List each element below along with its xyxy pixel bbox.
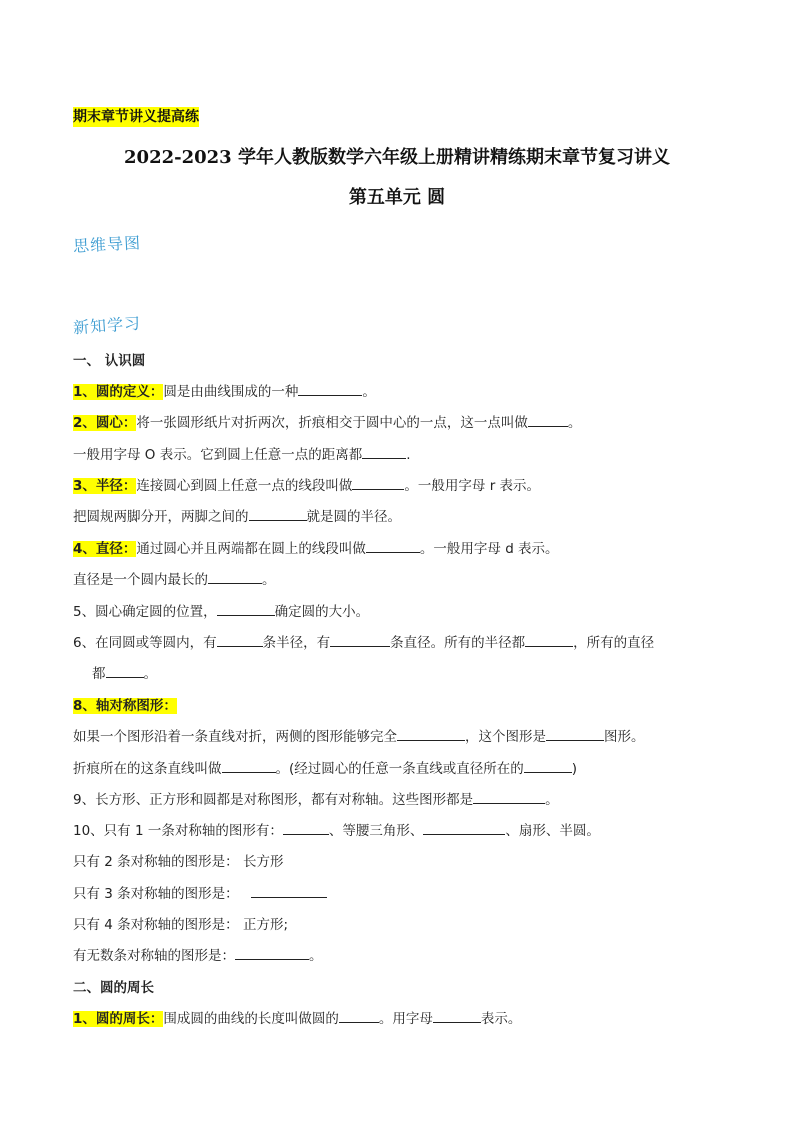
answer-blank[interactable] [397,728,465,741]
answer-blank[interactable] [473,791,545,804]
item-4-text: 通过圆心并且两端都在圆上的线段叫做 [136,541,366,557]
item-6 [73,634,654,652]
answer-blank[interactable] [222,760,276,773]
item-5-text: 5、圆心确定圆的位置， [73,604,217,620]
four-axes-line: 只有 4 条对称轴的图形是： 正方形; [73,917,289,933]
item-8-line-2-c: ) [571,761,578,777]
infinite-axes-line [73,947,323,965]
circumference-text-c: 表示。 [480,1011,522,1027]
item-9-text: 9、长方形、正方形和圆都是对称图形，都有对称轴。这些图形都是 [73,792,474,808]
item-4-cont-text: 直径是一个圆内最长的 [73,572,208,588]
answer-blank[interactable] [352,477,404,490]
header-tag: 期末章节讲义提高练 [73,109,199,125]
item-6-cont-text: 都 [92,666,106,682]
circumference-item [73,1010,521,1028]
answer-blank[interactable] [208,571,262,584]
answer-blank[interactable] [283,822,329,835]
item-3-label: 3、半径： [73,478,137,494]
item-1 [73,383,376,401]
item-3-cont [73,508,401,526]
item-1-text: 圆是由曲线围成的一种 [163,384,299,400]
page-title: 2022-2023 学年人教版数学六年级上册精讲精练期末章节复习讲义 [124,147,670,168]
item-8-text-c: 图形。 [604,729,645,745]
item-6-text-b: 条半径，有 [262,635,331,651]
item-4-cont-end: 。 [262,572,276,588]
item-10-text-b: 、等腰三角形、 [328,823,424,839]
answer-blank[interactable] [362,446,406,459]
two-axes-line: 只有 2 条对称轴的图形是： 长方形 [73,854,284,870]
item-8-line-2-a: 折痕所在的这条直线叫做 [73,761,222,777]
item-2-cont-text: 一般用字母 O 表示。它到圆上任意一点的距离都 [73,447,363,463]
item-3-text: 连接圆心到圆上任意一点的线段叫做 [136,478,353,494]
item-10-text-c: 、扇形、半圆。 [505,823,600,839]
circumference-label: 1、圆的周长： [73,1011,164,1027]
three-axes-text: 只有 3 条对称轴的图形是： [73,886,239,902]
item-4-label: 4、直径： [73,541,137,557]
answer-blank[interactable] [546,728,604,741]
answer-blank[interactable] [235,947,309,960]
item-4 [73,540,559,558]
answer-blank[interactable] [217,634,263,647]
item-2 [73,414,581,432]
infinite-axes-end: 。 [309,948,323,964]
item-8-text-a: 如果一个图形沿着一条直线对折，两侧的图形能够完全 [73,729,397,745]
answer-blank[interactable] [298,383,362,396]
item-9 [73,791,559,809]
answer-blank[interactable] [217,603,275,616]
answer-blank[interactable] [524,760,572,773]
item-4-cont [73,571,276,589]
item-6-cont-end: 。 [143,666,157,682]
item-2-cont-end: . [406,447,411,463]
item-6-cont [92,665,157,683]
circumference-text-a: 围成圆的曲线的长度叫做圆的 [163,1011,339,1027]
item-2-end: 。 [567,415,582,431]
answer-blank[interactable] [528,414,568,427]
item-10-text-a: 10、只有 1 一条对称轴的图形有： [73,823,283,839]
item-3-end: 。一般用字母 r 表示。 [404,478,541,494]
item-4-end: 。一般用字母 d 表示。 [419,541,559,557]
newlearn-art-heading: 新知学习 [72,313,142,338]
answer-blank[interactable] [251,885,327,898]
circumference-text-b: 。用字母 [378,1011,433,1027]
item-1-label: 1、圆的定义： [73,384,164,400]
item-10 [73,822,600,840]
answer-blank[interactable] [106,665,144,678]
answer-blank[interactable] [366,540,420,553]
section-heading-1: 一、 认识圆 [73,353,146,369]
item-8-line-2 [73,760,577,778]
answer-blank[interactable] [423,822,505,835]
item-6-text-d: ，所有的直径 [573,635,655,651]
item-8-text-b: ，这个图形是 [465,729,546,745]
answer-blank[interactable] [433,1010,481,1023]
item-8-line-2-b: 。(经过圆心的任意一条直线或直径所在的 [275,761,524,777]
mindmap-art-heading: 思维导图 [72,233,142,256]
item-9-end: 。 [545,792,559,808]
answer-blank[interactable] [330,634,390,647]
item-5-end: 确定圆的大小。 [274,604,370,620]
three-axes-line [73,885,327,903]
item-3-cont-text: 把圆规两脚分开，两脚之间的 [73,509,249,525]
item-5 [73,603,369,621]
item-6-text-a: 6、在同圆或等圆内，有 [73,635,217,651]
item-8-label: 8、轴对称图形： [73,698,177,714]
answer-blank[interactable] [525,634,573,647]
item-3 [73,477,540,495]
item-3-cont-end: 就是圆的半径。 [306,509,401,525]
section-heading-2: 二、圆的周长 [73,980,154,996]
item-2-cont [73,446,411,464]
answer-blank[interactable] [249,508,307,521]
unit-subtitle: 第五单元 圆 [348,187,446,208]
item-8 [73,697,177,715]
item-1-end: 。 [362,384,376,400]
item-6-text-c: 条直径。所有的半径都 [390,635,526,651]
infinite-axes-text: 有无数条对称轴的图形是： [73,948,235,964]
item-2-text: 将一张圆形纸片对折两次，折痕相交于圆中心的一点，这一点叫做 [136,415,528,431]
item-2-label: 2、圆心： [73,415,137,431]
item-8-line-1 [73,728,645,746]
answer-blank[interactable] [339,1010,379,1023]
